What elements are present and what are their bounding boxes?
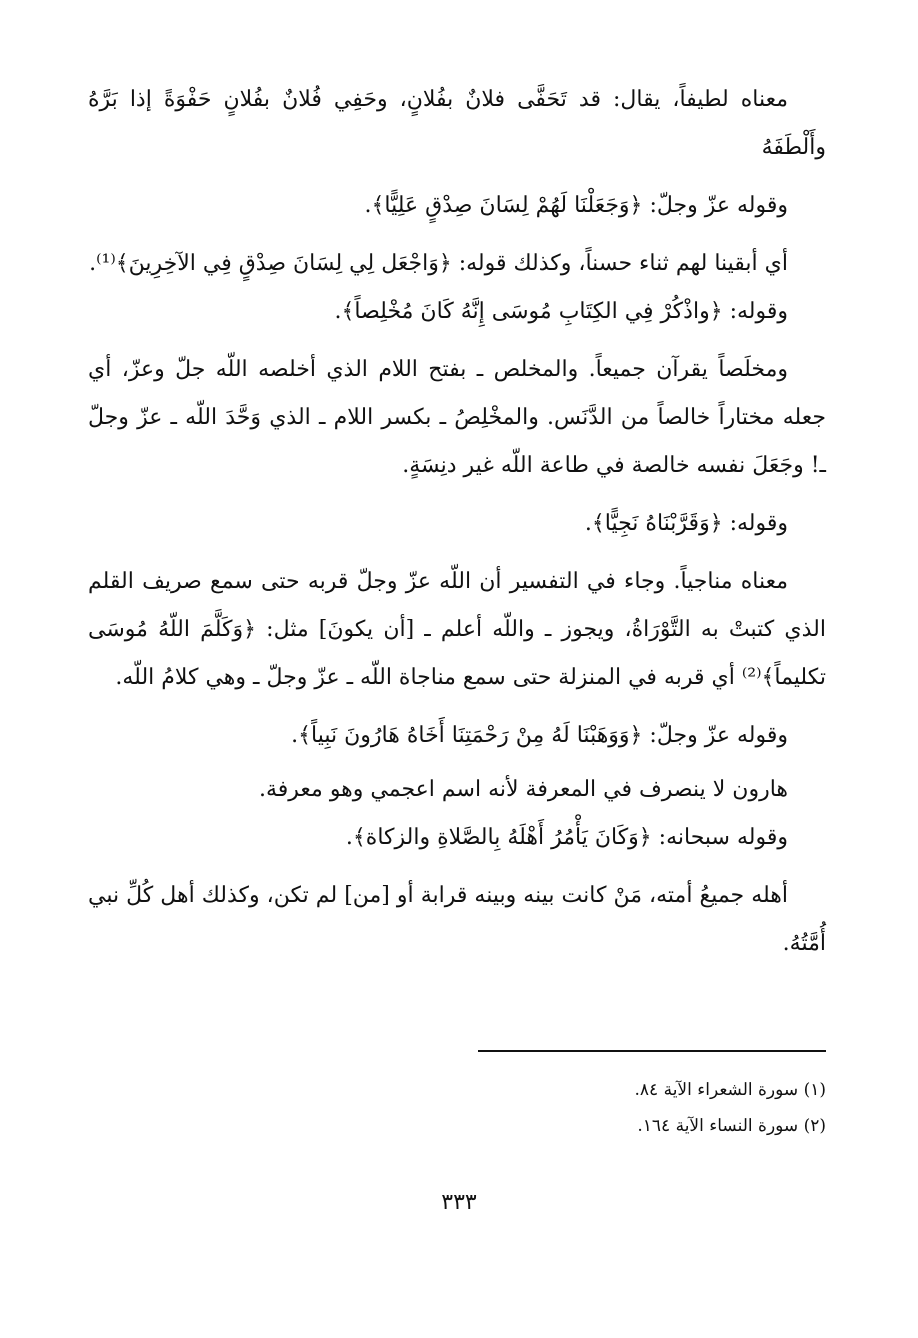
paragraph-harun-note: هارون لا ينصرف في المعرفة لأنه اسم اعجمي وهو معرفة. — [258, 777, 788, 802]
page-number: ٣٣٣ — [441, 1190, 477, 1215]
footnote-1: (١) سورة الشعراء الآية ٨٤. — [634, 1080, 826, 1100]
footnote-divider — [478, 1050, 826, 1052]
paragraph-salah-zakah: وقوله سبحانه: ﴿وَكَانَ يَأْمُرُ أَهْلَهُ بِالصَّلاةِ والزكاة﴾. — [345, 825, 788, 850]
paragraph-musa-mukhlis: وقوله: ﴿واذْكُرْ فِي الكِتَابِ مُوسَى إِنَّهُ كَانَ مُخْلِصاً﴾. — [334, 299, 788, 324]
paragraph-harun: وقوله عزّ وجلّ: ﴿وَوَهَبْنَا لَهُ مِنْ رَحْمَتِنَا أَخَاهُ هَارُونَ نَبِياً﴾. — [291, 723, 788, 748]
paragraph-qarrabnah: وقوله: ﴿وَقَرَّبْنَاهُ نَجِيًّا﴾. — [584, 511, 788, 536]
paragraph-munajat: معناه مناجياً. وجاء في التفسير أن اللّه عزّ وجلّ قربه حتى سمع صريف القلم الذي كتبتْ به التَّوْرَاةُ، ويجوز ـ واللّه أعلم ـ [أن يكونَ] مثل: ﴿وَكَلَّمَ اللّهُ مُوسَى تكليماً﴾⁽²⁾ أي قربه في المنزلة حتى سمع مناجاة اللّه ـ عزّ وجلّ ـ وهي كلامُ اللّه. — [88, 569, 826, 690]
paragraph-mukhlas: ومخلَصاً يقرآن جميعاً. والمخلص ـ بفتح اللام الذي أخلصه اللّه جلّ وعزّ، أي جعله مختاراً خالصاً من الدَّنَس. والمخْلِصُ ـ بكسر اللام ـ الذي وَحَّدَ اللّه ـ عزّ وجلّ ـ! وجَعَلَ نفسه خالصة في طاعة اللّه غير دنِسَةٍ. — [88, 357, 826, 478]
footnotes — [86, 1072, 826, 1144]
footnote-2: (٢) سورة النساء الآية ١٦٤. — [637, 1116, 826, 1136]
paragraph-ahluhu: أهله جميعُ أمته، مَنْ كانت بينه وبينه قرابة أو [من] لم تكن، وكذلك أهل كُلِّ نبي أُمَّتُهُ. — [88, 883, 826, 956]
paragraph-lutf: معناه لطيفاً، يقال: قد تَحَفَّى فلانٌ بفُلانٍ، وحَفِي فُلانٌ بفُلانٍ حَفْوَةً إذا بَرَّهُ وأَلْطَفَهُ — [88, 87, 826, 160]
paragraph-thana: أي أبقينا لهم ثناء حسناً، وكذلك قوله: ﴿وَاجْعَل لِي لِسَانَ صِدْقٍ فِي الآخِرِينَ﴾⁽¹⁾. — [89, 251, 788, 276]
paragraph-lisan-sidq: وقوله عزّ وجلّ: ﴿وَجَعَلْنَا لَهُمْ لِسَانَ صِدْقٍ عَلِيًّا﴾. — [364, 193, 788, 218]
